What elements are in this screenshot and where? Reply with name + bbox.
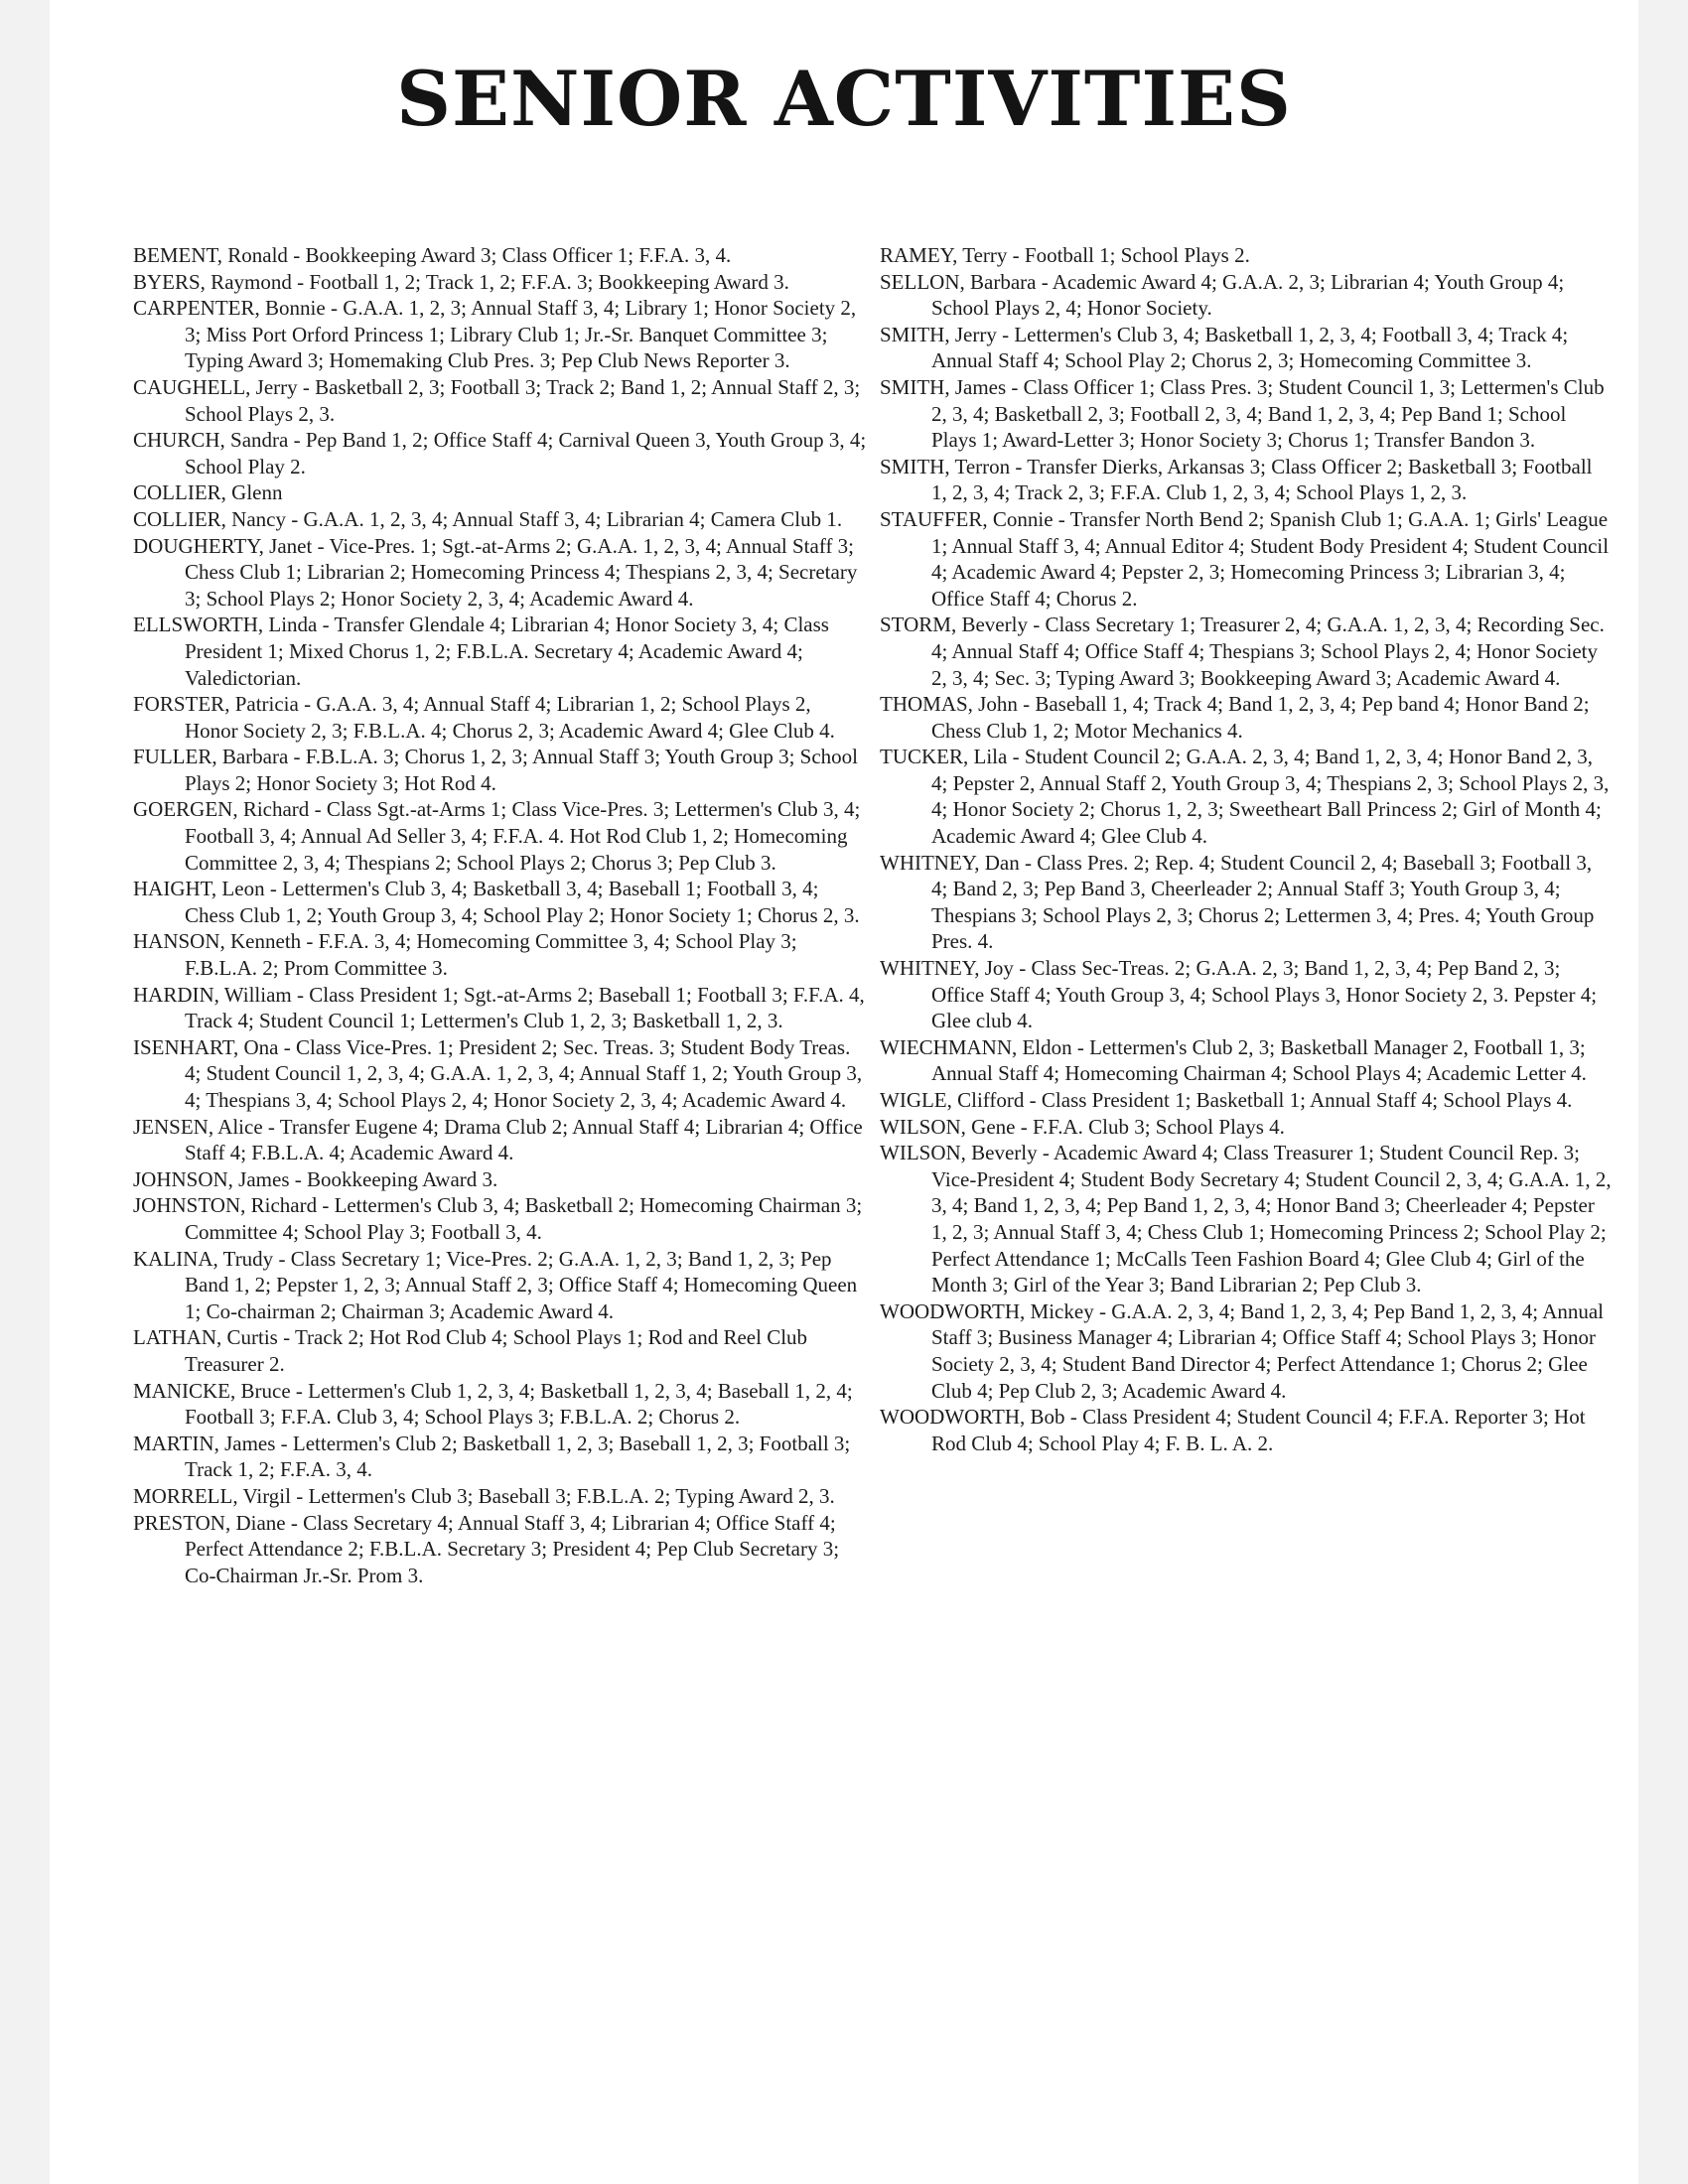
senior-activities: Class Sgt.-at-Arms 1; Class Vice-Pres. 3; Lettermen's Club 3, 4; Football 3, 4; Annual Ad Seller 3, 4; F.F.A. 4. Hot Rod Club 1, 2; Homecoming Committee 2, 3, 4; Thespians 2; School Plays 2; Chorus 3; Pep Club 3. [185, 797, 861, 875]
senior-activities: Class President 1; Sgt.-at-Arms 2; Baseball 1; Football 3; F.F.A. 4, Track 4; Student Council 1; Lettermen's Club 1, 2, 3; Basketball 1, 2, 3. [185, 982, 865, 1033]
senior-name: KALINA, Trudy [133, 1246, 274, 1271]
senior-activities: F.F.A. 3, 4; Homecoming Committee 3, 4; School Play 3; F.B.L.A. 2; Prom Committee 3. [185, 929, 797, 981]
senior-entry [880, 322, 1613, 374]
senior-entry [880, 744, 1613, 849]
senior-entry [133, 928, 868, 981]
separator: - [291, 982, 310, 1007]
separator: - [1006, 374, 1024, 399]
senior-activities: F.F.A. Club 3; School Plays 4. [1032, 1114, 1285, 1139]
senior-entry [133, 374, 868, 427]
senior-activities: Baseball 1, 4; Track 4; Band 1, 2, 3, 4; Pep band 4; Honor Band 2; Chess Club 1, 2; Motor Mechanics 4. [931, 692, 1590, 743]
senior-entry [880, 1298, 1613, 1404]
senior-activities: Football 1; School Plays 2. [1024, 243, 1250, 267]
senior-name: WILSON, Gene [880, 1114, 1016, 1139]
separator: - [278, 1034, 296, 1059]
senior-name: HAIGHT, Leon [133, 877, 265, 901]
senior-name: WILSON, Beverly [880, 1141, 1038, 1165]
senior-activities: Class President 1; Basketball 1; Annual Staff 4; School Plays 4. [1041, 1088, 1573, 1112]
senior-activities: Bookkeeping Award 3. [307, 1166, 498, 1191]
senior-name: WHITNEY, Joy [880, 956, 1014, 981]
senior-activities: Lettermen's Club 1, 2, 3, 4; Basketball 1, 2, 3, 4; Baseball 1, 2, 4; Football 3; F.F.A. Club 3, 4; School Plays 3; F.B.L.A. 2; Chorus 2. [185, 1378, 853, 1430]
senior-name: STORM, Beverly [880, 613, 1028, 637]
senior-activities: Class Secretary 4; Annual Staff 3, 4; Librarian 4; Office Staff 4; Perfect Attendance 2; F.B.L.A. Secretary 3; President 4; Pep Club Secretary 3; Co-Chairman Jr.-Sr. Prom 3. [185, 1510, 840, 1587]
senior-activities: Class Secretary 1; Treasurer 2, 4; G.A.A. 1, 2, 3, 4; Recording Sec. 4; Annual Staff 4; Office Staff 4; Thespians 3; School Plays 2, 4; Honor Society 2, 3, 4; Sec. 3; Typing Award 3; Bookkeeping Award 3; Academic Award 4. [931, 613, 1605, 690]
senior-entry [133, 691, 868, 744]
senior-entry [133, 506, 868, 533]
senior-activities: Lettermen's Club 3, 4; Basketball 1, 2, 3, 4; Football 3, 4; Track 4; Annual Staff 4; School Play 2; Chorus 2, 3; Homecoming Committee 3. [931, 322, 1569, 373]
senior-name: WIGLE, Clifford [880, 1088, 1025, 1112]
senior-entry [880, 1034, 1613, 1087]
senior-activities: Basketball 2, 3; Football 3; Track 2; Band 1, 2; Annual Staff 2, 3; School Plays 2, 3. [185, 374, 861, 426]
senior-activities: Lettermen's Club 3, 4; Basketball 2; Homecoming Chairman 3; Committee 4; School Play 3; Football 3, 4. [185, 1193, 863, 1244]
senior-activities: Transfer Glendale 4; Librarian 4; Honor Society 3, 4; Class President 1; Mixed Chorus 1, 2; F.B.L.A. Secretary 4; Academic Award 4; Valedictorian. [185, 613, 829, 690]
senior-entry [133, 1431, 868, 1483]
senior-activities: Student Council 2; G.A.A. 2, 3, 4; Band 1, 2, 3, 4; Honor Band 2, 3, 4; Pepster 2, Annual Staff 2, Youth Group 3, 4; Thespians 2, 3; School Plays 2, 3, 4; Honor Society 2; Chorus 1, 2, 3; Sweetheart Ball Princess 2; Girl of Month 4; Academic Award 4; Glee Club 4. [931, 745, 1610, 849]
senior-name: ELLSWORTH, Linda [133, 613, 318, 637]
senior-entry [133, 269, 868, 296]
separator: - [1053, 506, 1070, 531]
senior-entry [133, 876, 868, 928]
separator: - [1037, 1141, 1054, 1165]
senior-activities: Class Vice-Pres. 1; President 2; Sec. Treas. 3; Student Body Treas. 4; Student Council 1, 2, 3, 4; G.A.A. 1, 2, 3, 4; Annual Staff 1, 2; Youth Group 3, 4; Thespians 3, 4; School Plays 2, 4; Honor Society 2, 3, 4; Academic Award 4. [185, 1034, 863, 1112]
separator: - [1071, 1034, 1090, 1059]
senior-activities: Transfer North Bend 2; Spanish Club 1; G.A.A. 1; Girls' League 1; Annual Staff 3, 4; Annual Editor 4; Student Body President 4; Student Council 4; Academic Award 4; Pepster 2, 3; Homecoming Princess 3; Librarian 3, 4; Office Staff 4; Chorus 2. [931, 506, 1610, 611]
senior-activities: G.A.A. 2, 3, 4; Band 1, 2, 3, 4; Pep Band 1, 2, 3, 4; Annual Staff 3; Business Manager 4; Librarian 4; Office Staff 4; School Plays 3; Honor Society 2, 3, 4; Student Band Director 4; Perfect Attendance 1; Chorus 2; Glee Club 4; Pep Club 2, 3; Academic Award 4. [931, 1298, 1605, 1403]
senior-name: TUCKER, Lila [880, 745, 1008, 769]
separator: - [1036, 269, 1053, 294]
separator: - [1027, 613, 1046, 637]
yearbook-page [50, 0, 1638, 2184]
separator: - [290, 1483, 309, 1508]
separator: - [1019, 850, 1038, 875]
page-title: SENIOR ACTIVITIES [396, 55, 1292, 143]
separator: - [289, 1166, 307, 1191]
senior-activities: Track 2; Hot Rod Club 4; School Plays 1; Rod and Reel Club Treasurer 2. [185, 1325, 808, 1376]
separator: - [262, 1114, 280, 1139]
senior-activities: Lettermen's Club 2, 3; Basketball Manager 2, Football 1, 3; Annual Staff 4; Homecoming Chairman 4; School Plays 4; Academic Letter 4. [931, 1034, 1587, 1086]
senior-entry [133, 1510, 868, 1589]
separator: - [317, 1193, 335, 1218]
senior-name: JOHNSON, James [133, 1166, 290, 1191]
senior-name: ISENHART, Ona [133, 1034, 279, 1059]
separator: - [1013, 956, 1032, 981]
senior-entry [133, 427, 868, 479]
separator: - [1015, 1114, 1033, 1139]
senior-name: WOODWORTH, Bob [880, 1405, 1065, 1430]
senior-activities: G.A.A. 1, 2, 3; Annual Staff 3, 4; Library 1; Honor Society 2, 3; Miss Port Orford Princess 1; Library Club 1; Jr.-Sr. Banquet Committee 3; Typing Award 3; Homemaking Club Pres. 3; Pep Club News Reporter 3. [185, 296, 857, 373]
senior-activities: F.B.L.A. 3; Chorus 1, 2, 3; Annual Staff 3; Youth Group 3; School Plays 2; Honor Society 3; Hot Rod 4. [185, 745, 859, 795]
separator: - [1064, 1405, 1083, 1430]
senior-activities: Lettermen's Club 3, 4; Basketball 3, 4; Baseball 1; Football 3, 4; Chess Club 1, 2; Youth Group 3, 4; School Play 2; Honor Society 1; Chorus 2, 3. [185, 877, 860, 927]
senior-entry [880, 454, 1613, 506]
senior-name: COLLIER, Glenn [133, 480, 283, 505]
right-column [880, 242, 1613, 1456]
senior-activities: Class Secretary 1; Vice-Pres. 2; G.A.A. 1, 2, 3; Band 1, 2, 3; Pep Band 1, 2; Pepster 1, 2, 3; Annual Staff 2, 3; Office Staff 4; Homecoming Queen 1; Co-chairman 2; Chairman 3; Academic Award 4. [185, 1246, 858, 1323]
separator: - [301, 929, 319, 954]
senior-entry [133, 295, 868, 374]
senior-entry [133, 533, 868, 613]
senior-entry [880, 850, 1613, 955]
separator: - [1007, 745, 1025, 769]
senior-entry [880, 1404, 1613, 1456]
senior-activities: Football 1, 2; Track 1, 2; F.F.A. 3; Bookkeeping Award 3. [309, 269, 789, 294]
senior-name: WIECHMANN, Eldon [880, 1034, 1072, 1059]
senior-activities: Class Sec-Treas. 2; G.A.A. 2, 3; Band 1, 2, 3, 4; Pep Band 2, 3; Office Staff 4; Youth Group 3, 4; School Plays 3, Honor Society 2, 3. Pepster 4; Glee club 4. [931, 956, 1598, 1033]
senior-name: JENSEN, Alice [133, 1114, 263, 1139]
senior-activities: Academic Award 4; Class Treasurer 1; Student Council Rep. 3; Vice-President 4; Student Body Secretary 4; Student Council 2, 3, 4; G.A.A. 1, 2, 3, 4; Band 1, 2, 3, 4; Pep Band 1, 2, 3, 4; Honor Band 3; Cheerleader 4; Pepster 1, 2, 3; Annual Staff 3, 4; Chess Club 1; Homecoming Princess 2; School Play 2; Perfect Attendance 1; McCalls Teen Fashion Board 4; Glee Club 4; Girl of the Month 3; Girl of the Year 3; Band Librarian 2; Pep Club 3. [931, 1141, 1612, 1297]
senior-entry [880, 242, 1613, 269]
separator: - [996, 322, 1015, 346]
senior-name: FORSTER, Patricia [133, 692, 299, 717]
separator: - [1017, 692, 1036, 717]
separator: - [285, 1510, 304, 1535]
senior-name: CARPENTER, Bonnie [133, 296, 326, 321]
senior-entry [880, 612, 1613, 691]
senior-entry [133, 479, 868, 506]
separator: - [288, 428, 306, 453]
separator: - [317, 613, 335, 637]
senior-name: CHURCH, Sandra [133, 428, 289, 453]
senior-activities: Class President 4; Student Council 4; F.F.A. Reporter 3; Hot Rod Club 4; School Play 4; F. B. L. A. 2. [931, 1405, 1586, 1455]
senior-entry [133, 242, 868, 269]
senior-name: DOUGHERTY, Janet [133, 533, 313, 558]
senior-name: RAMEY, Terry [880, 243, 1008, 267]
separator: - [275, 1431, 293, 1455]
senior-name: CAUGHELL, Jerry [133, 374, 298, 399]
senior-name: JOHNSTON, Richard [133, 1193, 318, 1218]
separator: - [291, 269, 310, 294]
senior-entry [133, 1034, 868, 1114]
separator: - [287, 243, 306, 267]
senior-name: LATHAN, Curtis [133, 1325, 278, 1350]
senior-entry [880, 691, 1613, 744]
senior-entry [133, 612, 868, 691]
senior-entry [133, 1166, 868, 1193]
senior-activities: Pep Band 1, 2; Office Staff 4; Carnival Queen 3, Youth Group 3, 4; School Play 2. [185, 428, 867, 478]
senior-entry [133, 1483, 868, 1510]
senior-entry [133, 982, 868, 1034]
senior-activities: Bookkeeping Award 3; Class Officer 1; F.F.A. 3, 4. [305, 243, 732, 267]
senior-name: MARTIN, James [133, 1431, 276, 1455]
separator: - [1007, 243, 1025, 267]
senior-name: HARDIN, William [133, 982, 292, 1007]
senior-activities: Transfer Dierks, Arkansas 3; Class Officer 2; Basketball 3; Football 1, 2, 3, 4; Track 2, 3; F.F.A. Club 1, 2, 3, 4; School Plays 1, 2, 3. [931, 454, 1593, 505]
separator: - [298, 692, 317, 717]
senior-name: SELLON, Barbara [880, 269, 1037, 294]
separator: - [325, 296, 344, 321]
separator: - [1093, 1298, 1112, 1323]
senior-name: SMITH, Jerry [880, 322, 997, 346]
senior-entry [880, 1140, 1613, 1298]
senior-name: SMITH, James [880, 374, 1007, 399]
separator: - [264, 877, 283, 901]
separator: - [309, 797, 327, 822]
senior-activities: Vice-Pres. 1; Sgt.-at-Arms 2; G.A.A. 1, 2, 3, 4; Annual Staff 3; Chess Club 1; Librarian 2; Homecoming Princess 4; Thespians 2, 3, 4; Secretary 3; School Plays 2; Honor Society 2, 3, 4; Academic Award 4. [185, 533, 858, 611]
senior-name: SMITH, Terron [880, 454, 1011, 478]
senior-entry [133, 744, 868, 796]
senior-entry [133, 1378, 868, 1431]
separator: - [277, 1325, 295, 1350]
separator: - [288, 745, 306, 769]
senior-name: HANSON, Kenneth [133, 929, 302, 954]
senior-name: FULLER, Barbara [133, 745, 289, 769]
separator: - [285, 506, 304, 531]
separator: - [297, 374, 316, 399]
senior-entry [133, 796, 868, 876]
senior-name: WHITNEY, Dan [880, 850, 1020, 875]
senior-entry [133, 1114, 868, 1166]
senior-name: PRESTON, Diane [133, 1510, 286, 1535]
senior-entry [880, 374, 1613, 454]
senior-name: GOERGEN, Richard [133, 797, 310, 822]
senior-name: MANICKE, Bruce [133, 1378, 291, 1403]
senior-name: STAUFFER, Connie [880, 506, 1054, 531]
senior-activities: G.A.A. 3, 4; Annual Staff 4; Librarian 1, 2; School Plays 2, Honor Society 2, 3; F.B.L.A. 4; Chorus 2, 3; Academic Award 4; Glee Club 4. [185, 692, 835, 743]
senior-name: MORRELL, Virgil [133, 1483, 291, 1508]
senior-activities: Academic Award 4; G.A.A. 2, 3; Librarian 4; Youth Group 4; School Plays 2, 4; Honor Society. [931, 269, 1565, 321]
senior-entry [133, 1324, 868, 1377]
senior-activities: Class Officer 1; Class Pres. 3; Student Council 1, 3; Lettermen's Club 2, 3, 4; Basketball 2, 3; Football 2, 3, 4; Band 1, 2, 3, 4; Pep Band 1; School Plays 1; Award-Letter 3; Honor Society 3; Chorus 1; Transfer Bandon 3. [931, 374, 1605, 453]
senior-entry [880, 955, 1613, 1034]
left-column [133, 242, 868, 1588]
senior-name: BYERS, Raymond [133, 269, 292, 294]
senior-entry [880, 1114, 1613, 1141]
senior-entry [133, 1192, 868, 1245]
senior-name: WOODWORTH, Mickey [880, 1298, 1094, 1323]
senior-activities: Lettermen's Club 2; Basketball 1, 2, 3; Baseball 1, 2, 3; Football 3; Track 1, 2; F.F.A. 3, 4. [185, 1431, 851, 1482]
separator: - [1024, 1088, 1042, 1112]
senior-entry [880, 1087, 1613, 1114]
separator: - [1010, 454, 1028, 478]
senior-name: THOMAS, John [880, 692, 1018, 717]
senior-activities: Lettermen's Club 3; Baseball 3; F.B.L.A. 2; Typing Award 2, 3. [308, 1483, 835, 1508]
senior-entry [133, 1246, 868, 1325]
separator: - [312, 533, 330, 558]
senior-name: BEMENT, Ronald [133, 243, 288, 267]
senior-activities: Transfer Eugene 4; Drama Club 2; Annual Staff 4; Librarian 4; Office Staff 4; F.B.L.A. 4; Academic Award 4. [185, 1114, 863, 1165]
senior-activities: Class Pres. 2; Rep. 4; Student Council 2, 4; Baseball 3; Football 3, 4; Band 2, 3; Pep Band 3, Cheerleader 2; Annual Staff 3; Youth Group 3, 4; Thespians 3; School Plays 2, 3; Chorus 2; Lettermen 3, 4; Pres. 4; Youth Group Pres. 4. [931, 850, 1595, 954]
senior-entry [880, 506, 1613, 612]
senior-activities: G.A.A. 1, 2, 3, 4; Annual Staff 3, 4; Librarian 4; Camera Club 1. [303, 506, 843, 531]
senior-name: COLLIER, Nancy [133, 506, 286, 531]
separator: - [290, 1378, 309, 1403]
separator: - [273, 1246, 291, 1271]
senior-entry [880, 269, 1613, 322]
